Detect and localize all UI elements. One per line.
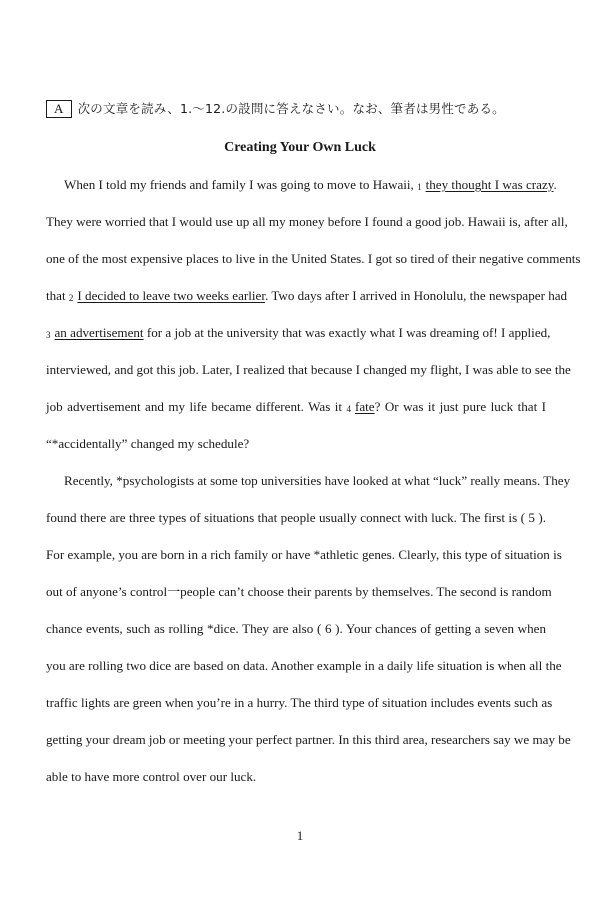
p1-line-7: job advertisement and my life became different. Was it 4 fate? Or was it just pure luck that I [46,399,546,414]
p1-line-8: “*accidentally” changed my schedule? [46,436,250,451]
underlined-phrase-3: an advertisement [54,325,144,340]
p2-line-8: getting your dream job or meeting your perfect partner. In this third area, researchers say we may be [46,732,571,747]
passage-title: Creating Your Own Luck [224,140,376,155]
p2-line-6: you are rolling two dice are based on data. Another example in a daily life situation is when all the [46,658,562,673]
underlined-phrase-2: I decided to leave two weeks earlier [77,288,266,303]
question-number-2: 2 [68,293,74,303]
p2-line-7: traffic lights are green when you’re in a hurry. The third type of situation includes events such as [46,695,553,710]
section-label-box: A [46,100,72,118]
underlined-phrase-1: they thought I was crazy [425,177,554,192]
page-number: 1 [296,828,304,843]
question-number-3: 3 [46,330,51,340]
p1-line-2: They were worried that I would use up all my money before I found a good job. Hawaii is, after all, [46,214,568,229]
p2-line-9: able to have more control over our luck. [46,769,257,784]
p2-line-3: For example, you are born in a rich family or have *athletic genes. Clearly, this type of situation is [46,547,562,562]
p1-line-4: that 2 I decided to leave two weeks earlier. Two days after I arrived in Honolulu, the newspaper had [46,288,568,303]
question-number-1: 1 [417,182,422,192]
p1-line-5: 3 an advertisement for a job at the university that was exactly what I was dreaming of! I applied, [46,325,551,340]
question-number-4: 4 [346,404,351,414]
p1-line-3: one of the most expensive places to live in the United States. I got so tired of their negative comments [46,251,581,266]
p1-line-6: interviewed, and got this job. Later, I realized that because I changed my flight, I was able to see the [46,362,571,377]
underlined-phrase-4: fate [354,399,375,414]
p2-line-2: found there are three types of situations that people usually connect with luck. The first is ( 5 ). [46,510,546,525]
p2-line-5: chance events, such as rolling *dice. They are also ( 6 ). Your chances of getting a seven when [46,621,546,636]
instruction-text: 次の文章を読み、1.～12.の設問に答えなさい。なお、筆者は男性である。 [77,101,505,116]
p1-line-1: When I told my friends and family I was going to move to Hawaii, 1 they thought I was crazy. [64,177,557,192]
p2-line-1: Recently, *psychologists at some top universities have looked at what “luck” really means. They [64,473,571,488]
p2-line-4: out of anyone’s control一people can’t choose their parents by themselves. The second is random [46,584,552,599]
instruction-line [46,99,505,118]
